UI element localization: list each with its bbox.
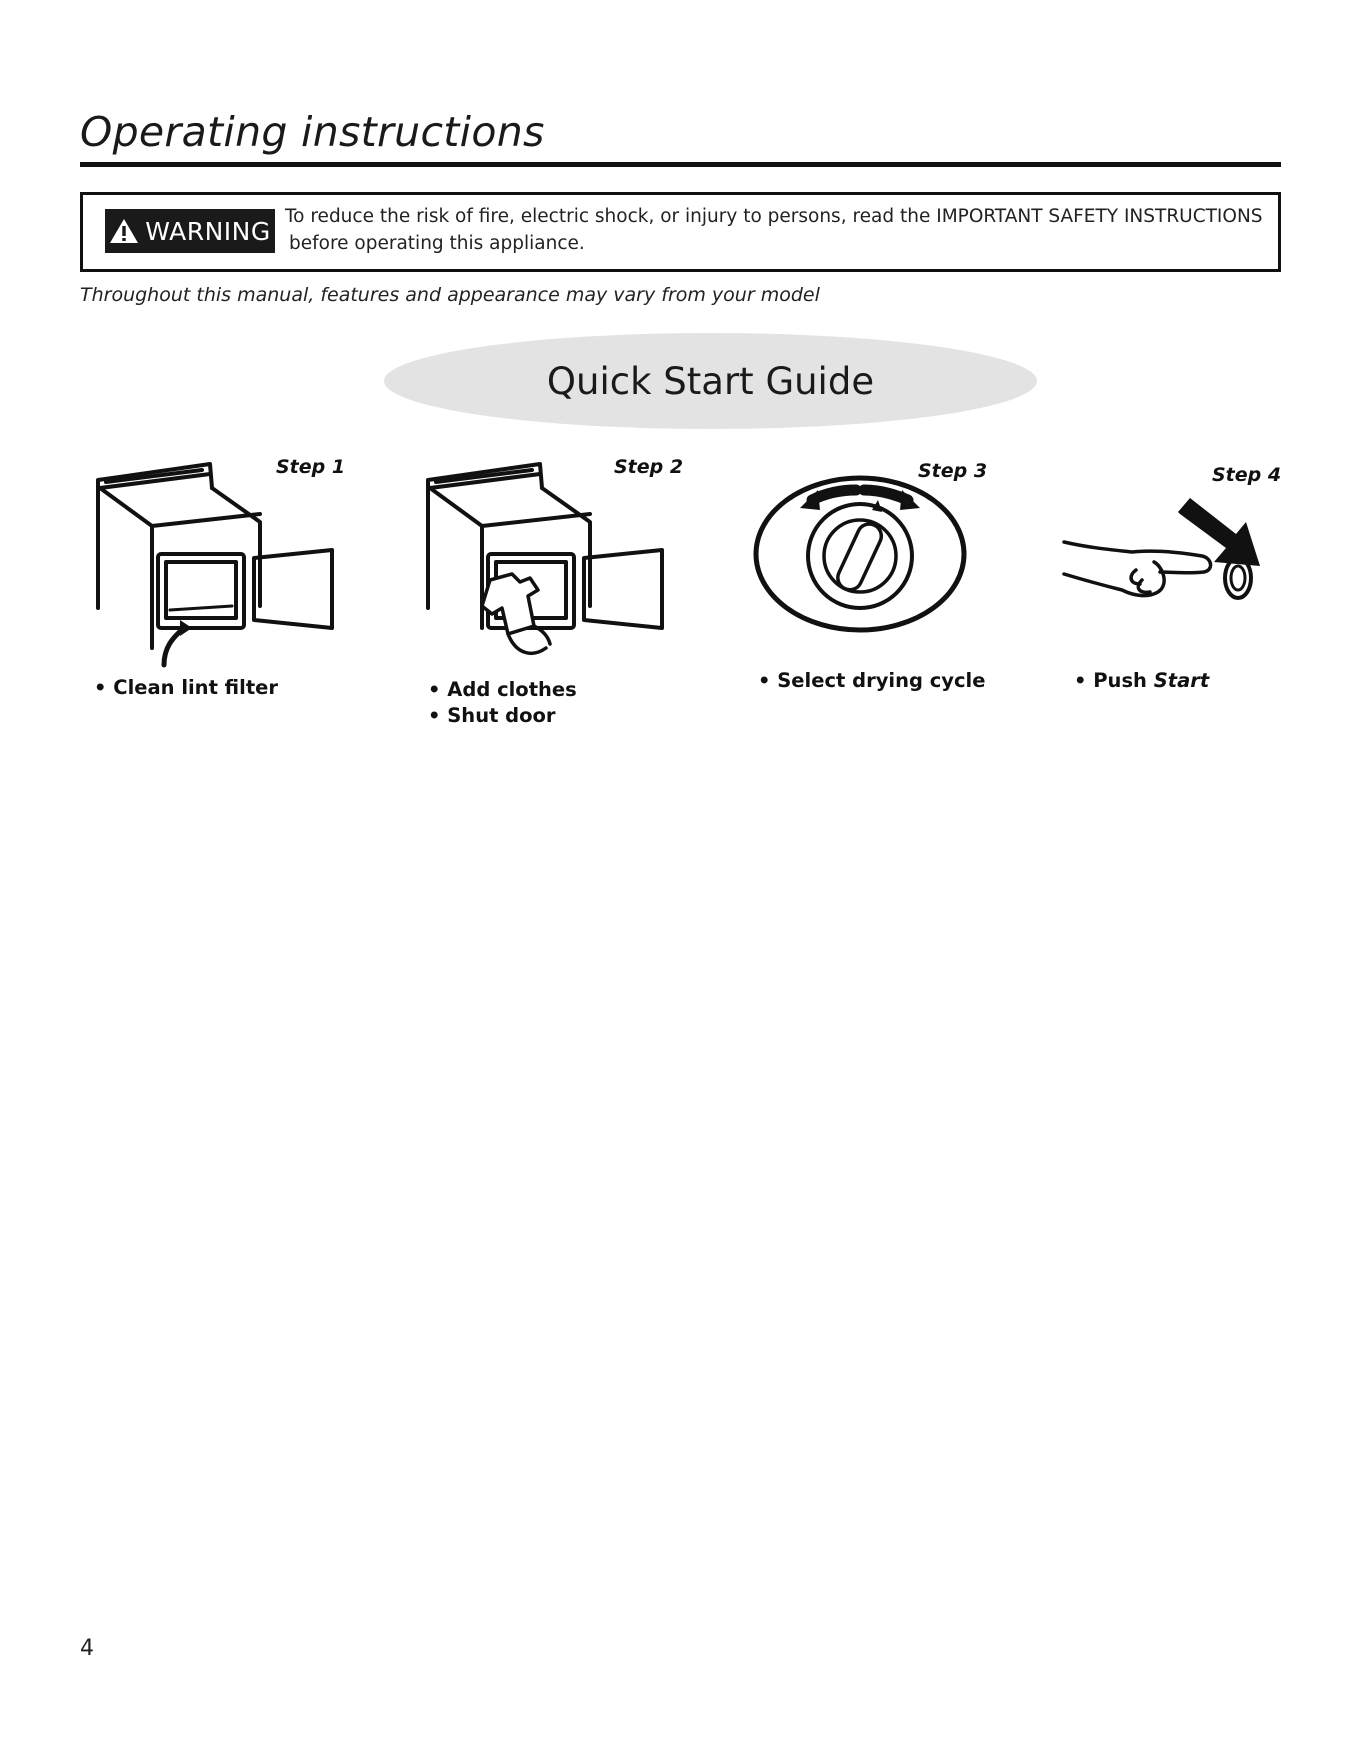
step-1-bullet-1: Clean lint filter bbox=[113, 676, 278, 699]
page-number: 4 bbox=[80, 1636, 94, 1661]
warning-text bbox=[285, 203, 1265, 257]
step-2-instructions: • Add clothes • Shut door bbox=[428, 678, 577, 727]
step-3-instructions: • Select drying cycle bbox=[758, 669, 986, 692]
step-2-bullet-2: Shut door bbox=[447, 704, 556, 727]
step-4-bullet-emphasis: Start bbox=[1153, 669, 1210, 692]
title-rule bbox=[80, 162, 1281, 167]
step-1-instructions: • Clean lint filter bbox=[94, 676, 278, 699]
cycle-dial-illustration bbox=[752, 470, 972, 638]
warning-badge bbox=[105, 209, 275, 253]
step-2-label: Step 2 bbox=[614, 456, 684, 478]
step-4-bullet-prefix: Push bbox=[1093, 669, 1154, 692]
warning-triangle-icon bbox=[109, 218, 139, 244]
step-1-label: Step 1 bbox=[276, 456, 346, 478]
dryer-add-clothes-illustration bbox=[424, 458, 680, 678]
page-title: Operating instructions bbox=[80, 108, 545, 156]
warning-box bbox=[80, 192, 1281, 272]
quick-start-title: Quick Start Guide bbox=[546, 359, 875, 403]
step-3-bullet-1: Select drying cycle bbox=[777, 669, 986, 692]
warning-text-line2: before operating this appliance. bbox=[289, 233, 585, 254]
step-3-label: Step 3 bbox=[918, 460, 988, 482]
step-2-bullet-1: Add clothes bbox=[447, 678, 577, 701]
dryer-lint-filter-illustration bbox=[88, 458, 344, 678]
step-4-label: Step 4 bbox=[1212, 464, 1282, 486]
step-4-instructions: • Push Start bbox=[1074, 669, 1210, 692]
model-variation-note: Throughout this manual, features and appearance may vary from your model bbox=[80, 284, 820, 306]
push-start-illustration bbox=[1060, 496, 1280, 646]
warning-badge-label: WARNING bbox=[145, 216, 271, 246]
warning-text-line1: To reduce the risk of fire, electric shock, or injury to persons, read the IMPORTANT SAFETY INSTRUCTIONS bbox=[285, 206, 1263, 227]
